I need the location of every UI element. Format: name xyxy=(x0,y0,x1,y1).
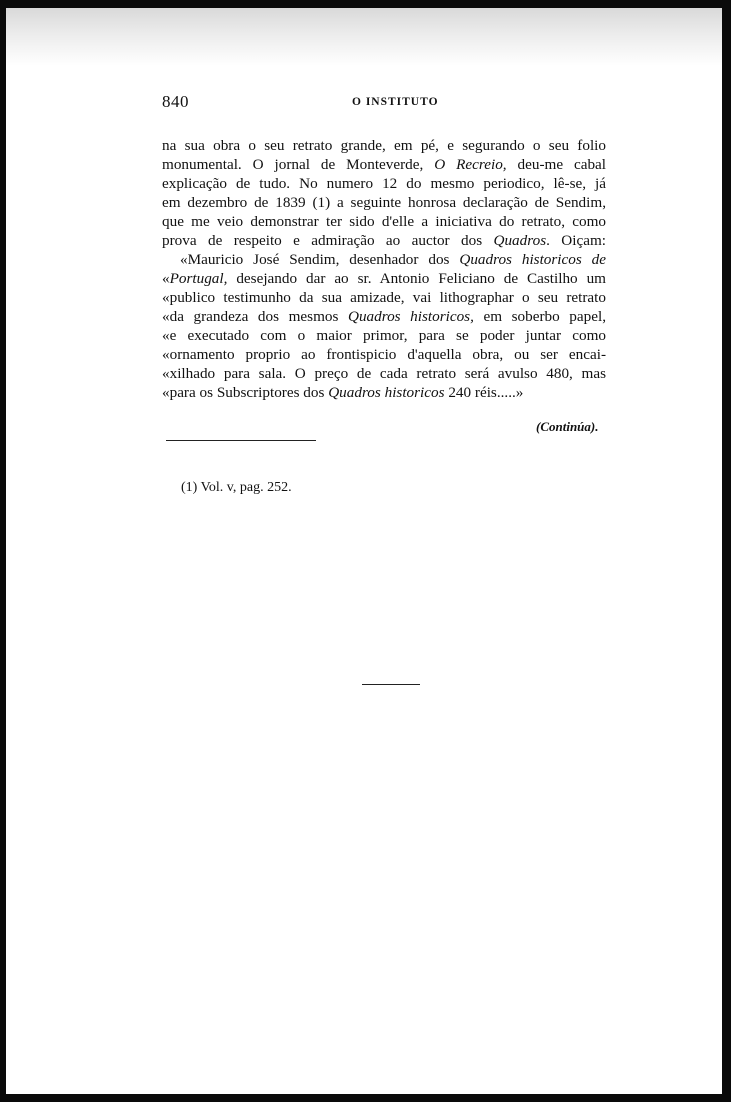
page-header xyxy=(162,92,612,114)
body-text xyxy=(162,136,606,402)
text-line-11: «e executado com o maior primor, para se poder juntar como xyxy=(162,327,606,344)
running-title: O INSTITUTO xyxy=(352,96,439,108)
footnote-divider xyxy=(166,440,316,441)
page-number: 840 xyxy=(162,92,189,111)
text-line-7: «Mauricio José Sendim, desenhador dos Quadros historicos de xyxy=(180,251,606,268)
text-line-13: «xilhado para sala. O preço de cada retrato será avulso 480, mas xyxy=(162,365,606,382)
text-line-1: na sua obra o seu retrato grande, em pé, e segurando o seu folio xyxy=(162,137,606,154)
footnote: (1) Vol. v, pag. 252. xyxy=(181,480,292,495)
end-rule xyxy=(362,684,420,685)
text-line-10: «da grandeza dos mesmos Quadros historicos, em soberbo papel, xyxy=(162,308,606,325)
text-line-2: monumental. O jornal de Monteverde, O Recreio, deu-me cabal xyxy=(162,156,607,173)
text-line-9: «publico testimunho da sua amizade, vai lithographar o seu retrato xyxy=(162,289,606,306)
text-line-5: que me veio demonstrar ter sido d'elle a iniciativa do retrato, como xyxy=(162,213,606,230)
text-line-14: «para os Subscriptores dos Quadros historicos 240 réis.....» xyxy=(162,384,524,401)
book-page xyxy=(6,8,722,1094)
continued-note: (Continúa). xyxy=(536,419,599,434)
text-line-4: em dezembro de 1839 (1) a seguinte honrosa declaração de Sendim, xyxy=(162,194,606,211)
scan-edge-shading xyxy=(6,8,722,66)
text-line-3: explicação de tudo. No numero 12 do mesmo periodico, lê-se, já xyxy=(162,175,606,192)
text-line-6: prova de respeito e admiração ao auctor dos Quadros. Oiçam: xyxy=(162,232,607,249)
text-line-8: «Portugal, desejando dar ao sr. Antonio Feliciano de Castilho um xyxy=(162,270,606,287)
text-line-12: «ornamento proprio ao frontispicio d'aquella obra, ou ser encai- xyxy=(162,346,606,363)
